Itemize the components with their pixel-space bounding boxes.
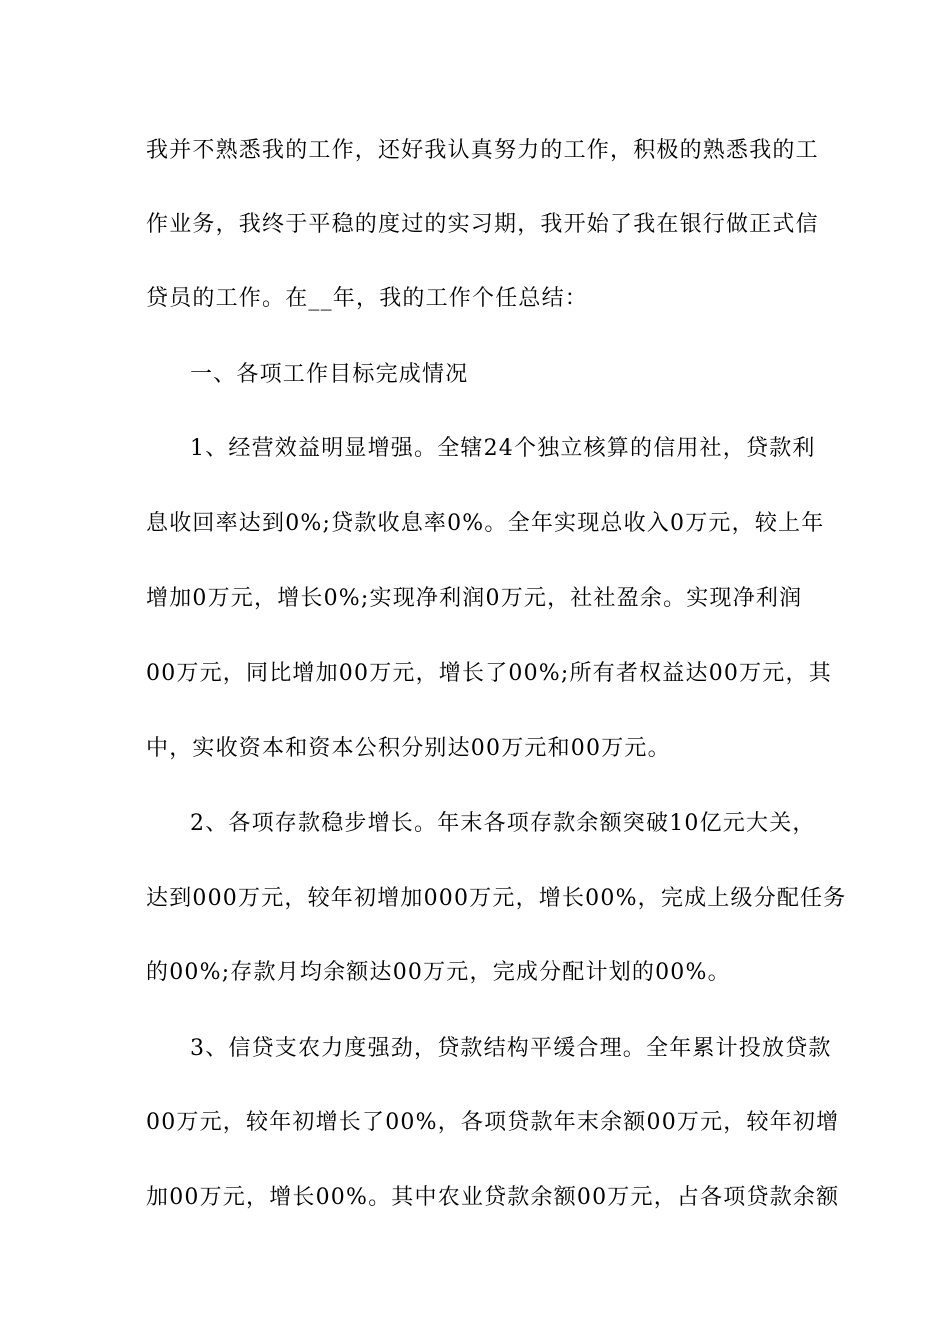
text-line: 增加0万元，增长0%;实现净利润0万元，社社盈余。实现净利润 (146, 586, 803, 611)
text-line: 3、信贷支农力度强劲，贷款结构平缓合理。全年累计投放贷款 (190, 1036, 832, 1061)
text-line: 加00万元，增长00%。其中农业贷款余额00万元，占各项贷款余额 (146, 1185, 840, 1210)
section-heading: 一、各项工作目标完成情况 (190, 362, 469, 387)
text-line: 00万元，较年初增长了00%，各项贷款年末余额00万元，较年初增 (146, 1110, 840, 1135)
text-line: 贷员的工作。在__年，我的工作个任总结： (146, 286, 589, 311)
text-line: 息收回率达到0%;贷款收息率0%。全年实现总收入0万元，较上年 (146, 511, 825, 536)
text-line: 中，实收资本和资本公积分别达00万元和00万元。 (146, 736, 671, 761)
text-line: 的00%;存款月均余额达00万元，完成分配计划的00%。 (146, 960, 731, 985)
text-line: 达到000万元，较年初增加000万元，增长00%，完成上级分配任务 (146, 886, 847, 911)
text-line: 1、经营效益明显增强。全辖24个独立核算的信用社，贷款利 (190, 436, 816, 461)
text-line: 00万元，同比增加00万元，增长了00%;所有者权益达00万元，其 (146, 661, 832, 686)
text-line: 作业务，我终于平稳的度过的实习期，我开始了我在银行做正式信 (146, 212, 819, 237)
text-line: 2、各项存款稳步增长。年末各项存款余额突破10亿元大关， (190, 811, 816, 836)
text-line: 我并不熟悉我的工作，还好我认真努力的工作，积极的熟悉我的工 (146, 138, 819, 163)
